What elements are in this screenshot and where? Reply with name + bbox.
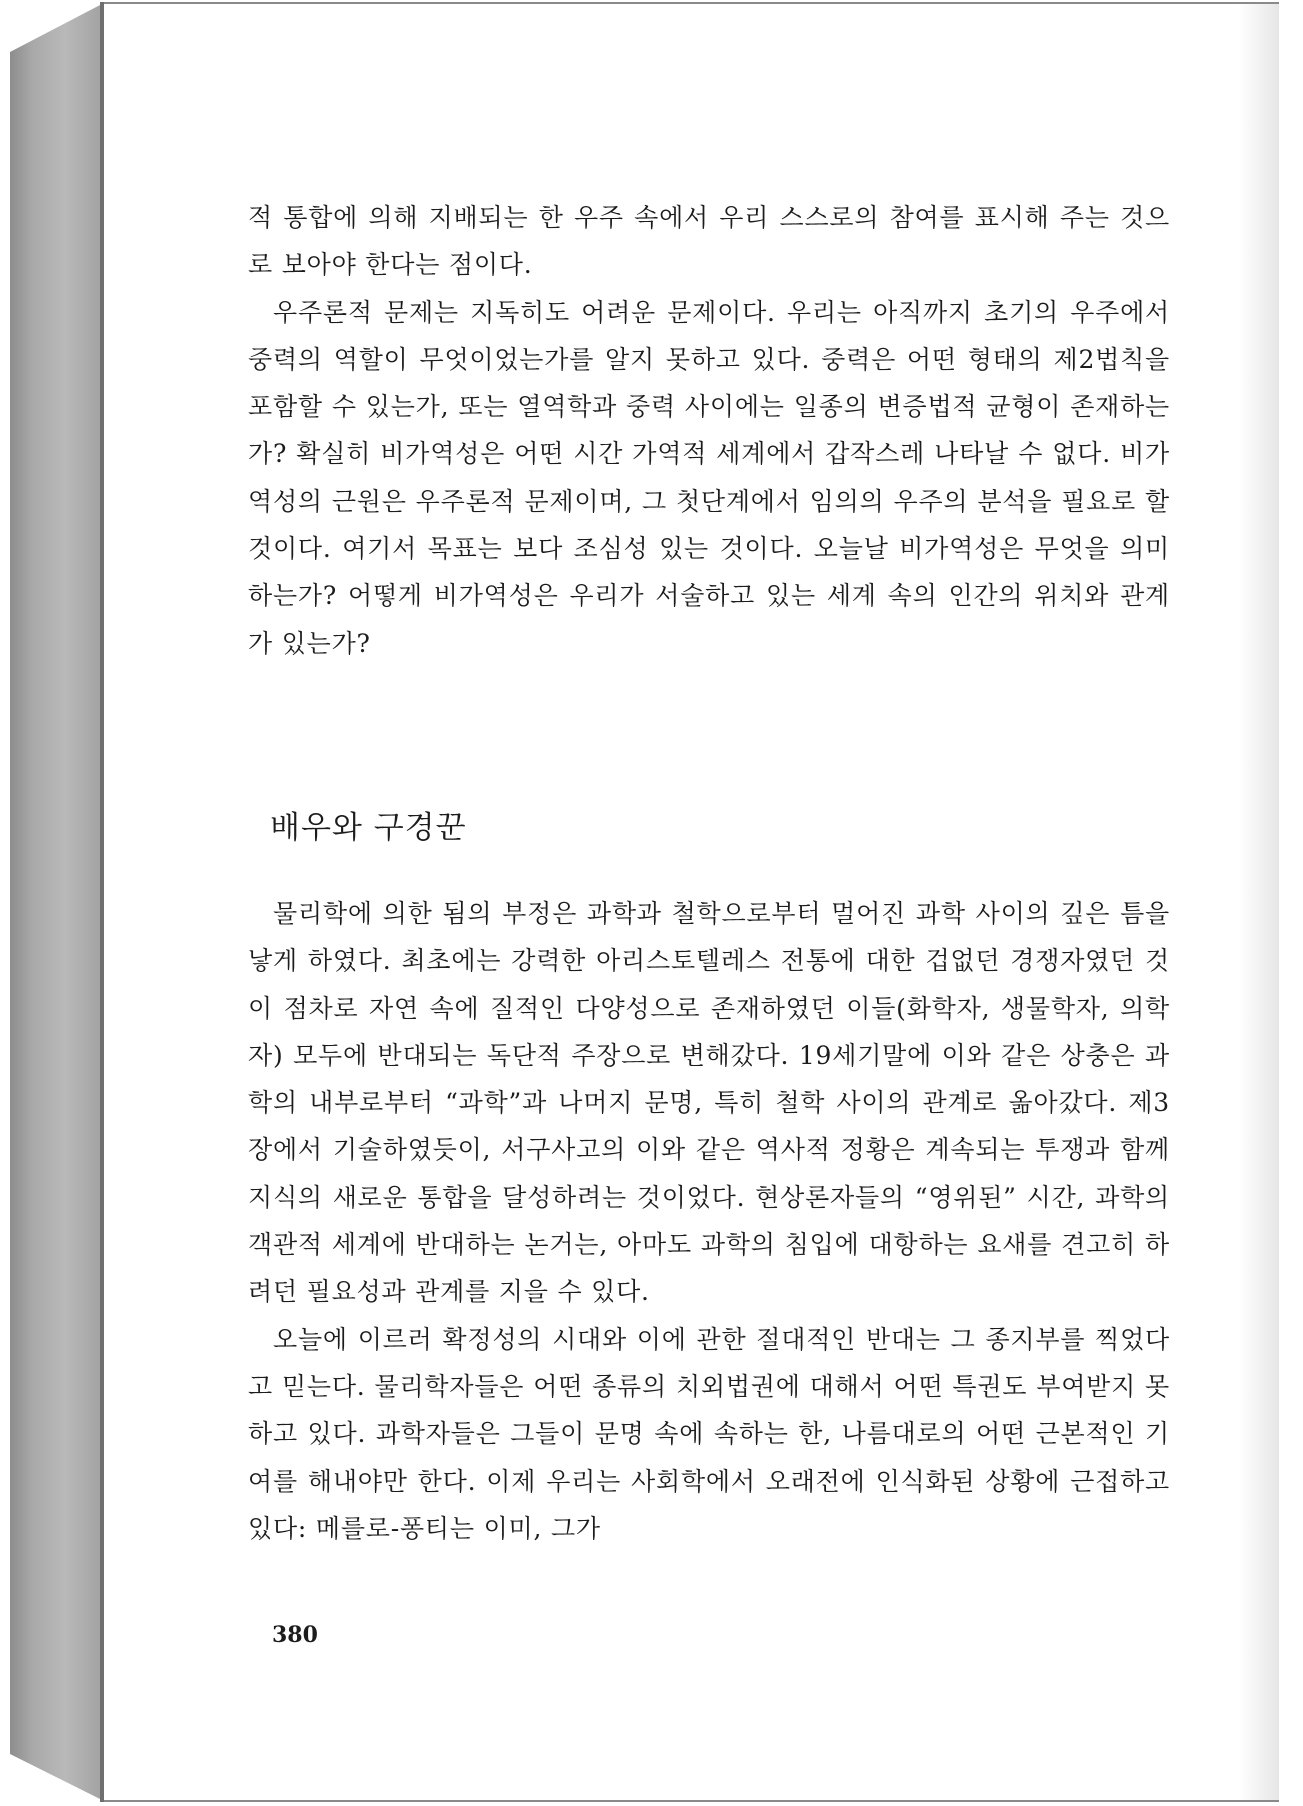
- section-heading: 배우와 구경꾼: [270, 810, 467, 846]
- bottom-text-block: [248, 890, 1170, 1552]
- paragraph-today: 오늘에 이르러 확정성의 시대와 이에 관한 절대적인 반대는 그 종지부를 찍었다고 믿는다. 물리학자들은 어떤 종류의 치외법권에 대해서 어떤 특권도 부여받지 못하고 있다. 과학자들은 그들이 문명 속에 속하는 한, 나름대로의 어떤 근본적인 기여를 해내야만 한다. 이제 우리는 사회학에서 오래전에 인식화된 상황에 근접하고 있다: 메를로-퐁티는 이미, 그가: [248, 1324, 1170, 1543]
- top-text-block: [248, 194, 1170, 667]
- page-shade: [1239, 4, 1279, 1800]
- page-number: 380: [272, 1622, 318, 1648]
- paragraph-cosmology: 우주론적 문제는 지독히도 어려운 문제이다. 우리는 아직까지 초기의 우주에서 중력의 역할이 무엇이었는가를 알지 못하고 있다. 중력은 어떤 형태의 제2법칙을 포함할 수 있는가, 또는 열역학과 중력 사이에는 일종의 변증법적 균형이 존재하는가? 확실히 비가역성은 어떤 시간 가역적 세계에서 갑작스레 나타날 수 없다. 비가역성의 근원은 우주론적 문제이며, 그 첫단계에서 임의의 우주의 분석을 필요로 할 것이다. 여기서 목표는 보다 조심성 있는 것이다. 오늘날 비가역성은 무엇을 의미하는가? 어떻게 비가역성은 우리가 서술하고 있는 세계 속의 인간의 위치와 관계가 있는가?: [248, 297, 1170, 658]
- book-page: [104, 2, 1279, 1802]
- paragraph-continued: 적 통합에 의해 지배되는 한 우주 속에서 우리 스스로의 참여를 표시해 주는 것으로 보아야 한다는 점이다.: [248, 203, 1170, 280]
- book-spine: [10, 4, 102, 1800]
- paragraph-physics: 물리학에 의한 됨의 부정은 과학과 철학으로부터 멀어진 과학 사이의 깊은 틈을 낳게 하였다. 최초에는 강력한 아리스토텔레스 전통에 대한 겁없던 경쟁자였던 것이 점차로 자연 속에 질적인 다양성으로 존재하였던 이들(화학자, 생물학자, 의학자) 모두에 반대되는 독단적 주장으로 변해갔다. 19세기말에 이와 같은 상충은 과학의 내부로부터 “과학”과 나머지 문명, 특히 철학 사이의 관계로 옮아갔다. 제3장에서 기술하였듯이, 서구사고의 이와 같은 역사적 정황은 계속되는 투쟁과 함께 지식의 새로운 통합을 달성하려는 것이었다. 현상론자들의 “영위된” 시간, 과학의 객관적 세계에 반대하는 논거는, 아마도 과학의 침입에 대항하는 요새를 견고히 하려던 필요성과 관계를 지을 수 있다.: [248, 899, 1170, 1307]
